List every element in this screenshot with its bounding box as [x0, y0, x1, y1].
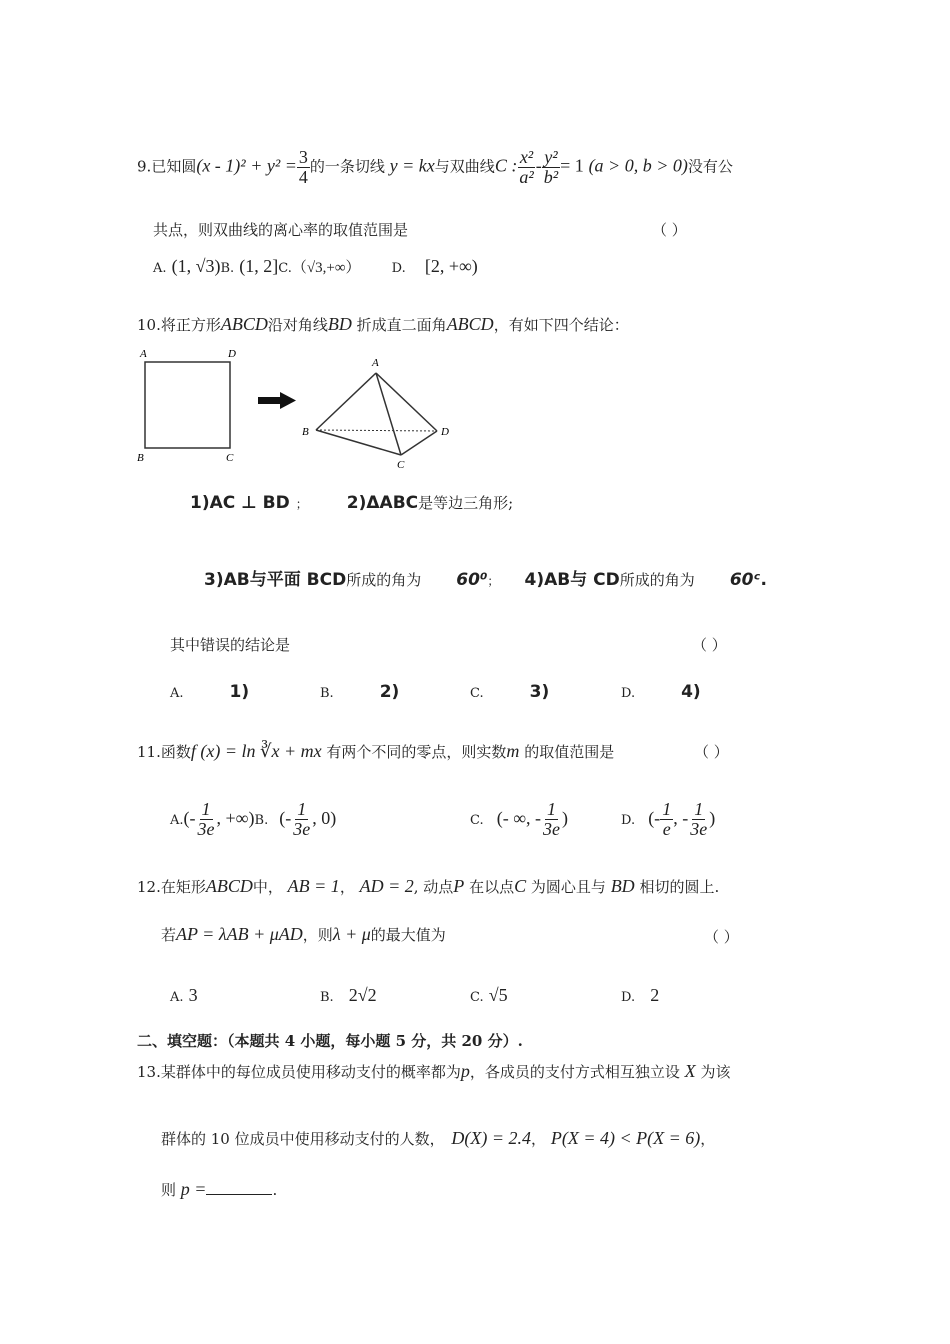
q11-opt-a-post: , +∞)	[216, 807, 255, 828]
q10-abcd2: ABCD	[446, 314, 494, 334]
q12-line2-mid: ，则	[302, 926, 333, 944]
q10-opt-c	[470, 682, 549, 702]
q12-line2-pre: 若	[161, 926, 177, 944]
tetra-edge-bc	[316, 430, 401, 455]
q13-p-equals: p =	[180, 1179, 207, 1199]
q13-variance: D(X) = 2.4	[451, 1128, 532, 1148]
q9-suffix: 没有公	[687, 157, 733, 176]
q11-opt-d-den1: e	[662, 818, 671, 839]
square-label-b: B	[137, 452, 144, 464]
tetra-label-a: A	[372, 357, 379, 369]
q11-opt-b-frac	[291, 800, 312, 839]
q9-opt-d-label: D.	[391, 261, 406, 276]
q13-number: 13.	[137, 1063, 161, 1081]
q12-opt-b-label: B.	[320, 990, 334, 1005]
q12-opt-c-label: C.	[470, 990, 484, 1005]
q10-c4-end: .	[760, 570, 768, 590]
q9-hyp-y-frac	[542, 148, 560, 187]
q11-option-d	[621, 800, 715, 839]
q9-answer-paren: （ ）	[652, 221, 687, 239]
q9-circle-equation: (x - 1)² + y² =	[196, 155, 297, 176]
q11-opt-b-post: , 0)	[312, 807, 337, 828]
q12-opt-d-label: D.	[621, 990, 636, 1005]
q10-opt-a-value: 1)	[229, 682, 250, 702]
q9-line2: 共点，则双曲线的离心率的取值范围是	[153, 221, 409, 239]
q11-opt-b-den: 3e	[293, 818, 311, 839]
q11-opt-b-label: B.	[254, 812, 269, 828]
q10-opt-b-value: 2)	[379, 682, 400, 702]
q11-function: f (x) = ln ∛x + mx	[190, 741, 322, 761]
q13-line1	[137, 1061, 730, 1082]
q12-opt-a-value: 3	[188, 985, 198, 1005]
q11-opt-a-frac	[196, 800, 217, 839]
q10-c2-tail: 是等边三角形;	[418, 494, 514, 512]
q11-opt-d-den2: 3e	[690, 818, 708, 839]
q11-opt-d-num2: 1	[694, 799, 704, 819]
q10-conclusion-4: 4)AB与 CD	[524, 570, 620, 590]
q12-p: P	[453, 876, 465, 896]
q11-m: m	[506, 741, 520, 761]
q12-text4: 在以点	[469, 878, 515, 896]
q13-probability-inequality: P(X = 4) < P(X = 6)	[550, 1128, 701, 1148]
q10-opt-d-value: 4)	[681, 682, 701, 702]
q11-opt-d-frac2	[688, 800, 709, 839]
q9-frac-num: 3	[298, 147, 308, 167]
q9-hy-num: y²	[544, 147, 558, 167]
q9-opt-b: (1, 2]	[239, 256, 279, 276]
q13-line3-pre: 则	[161, 1181, 177, 1199]
q11-prefix: 函数	[160, 743, 191, 761]
q10-abcd: ABCD	[220, 314, 268, 334]
q12-number: 12.	[137, 878, 161, 896]
tetra-label-c: C	[397, 459, 405, 471]
q12-answer-paren: （ ）	[704, 928, 739, 946]
q11-opt-d-label: D.	[621, 812, 636, 828]
q11-opt-a-pre: (-	[183, 807, 196, 828]
q12-sep: ，	[339, 878, 355, 896]
q9-opt-c: （√3,+∞）	[291, 260, 361, 276]
q9-fraction	[297, 148, 310, 187]
q11-opt-c-pre: (- ∞, -	[496, 807, 542, 828]
q9-text-mid2: 与双曲线	[434, 157, 495, 176]
q13-x: X	[684, 1061, 696, 1081]
tetra-edge-bd-hidden	[316, 430, 437, 431]
q9-hyp-x-frac	[517, 148, 535, 187]
q9-opt-a: (1, √3)	[171, 256, 221, 276]
q13-text3: 为该	[700, 1063, 731, 1081]
q12-vector-eq: AP = λAB + μAD	[176, 924, 303, 944]
q11-mid: 有两个不同的零点，则实数	[326, 743, 507, 761]
q10-text1: 将正方形	[160, 316, 221, 334]
q10-opt-b	[320, 682, 399, 702]
q12-line2-tail: 的最大值为	[370, 926, 446, 944]
q10-text4: ，有如下四个结论：	[493, 316, 629, 334]
q10-line1	[137, 314, 629, 335]
q10-c3-sep: ；	[487, 574, 500, 588]
q10-conclusion-2: 2)ΔABC	[346, 493, 419, 513]
q10-c3-value: 60⁰	[456, 570, 488, 590]
q12-line1	[137, 876, 719, 897]
section-heading-fill-blank: 二、填空题：（本题共 4 小题，每小题 5 分，共 20 分）.	[137, 1032, 523, 1050]
q11-line1	[137, 741, 614, 762]
q12-opt-a	[170, 985, 198, 1006]
q10-text3: 折成直二面角	[356, 316, 447, 334]
q10-number: 10.	[137, 316, 161, 334]
q11-opt-c-label: C.	[470, 812, 484, 828]
tetra-label-b: B	[302, 426, 309, 438]
q11-opt-d-num1: 1	[662, 799, 672, 819]
q11-options	[170, 800, 336, 839]
q9-opt-a-label: A.	[153, 261, 167, 276]
q10-opt-a	[170, 682, 249, 702]
q11-opt-d-mid: , -	[673, 807, 689, 828]
q11-opt-a-den: 3e	[197, 818, 215, 839]
q13-answer-blank[interactable]	[206, 1180, 272, 1195]
q12-text6: 相切的圆上.	[639, 878, 720, 896]
q11-opt-d-pre: (-	[648, 807, 661, 828]
q10-bd: BD	[327, 314, 352, 334]
q10-text2: 沿对角线	[267, 316, 328, 334]
q11-opt-c-num: 1	[547, 799, 557, 819]
q10-conclusions-row1	[190, 492, 513, 513]
q10-conclusion-1: 1)AC ⊥ BD	[190, 493, 290, 513]
q10-opt-c-label: C.	[470, 686, 484, 701]
q9-number: 9.	[137, 157, 152, 176]
q10-figure	[130, 342, 460, 472]
q12-line2	[161, 924, 446, 945]
q11-number: 11.	[137, 743, 161, 761]
q12-opt-c	[470, 985, 508, 1006]
q9-hy-den: b²	[543, 166, 559, 187]
q12-c: C	[514, 876, 527, 896]
q10-c4-tail: 所成的角为	[619, 571, 695, 589]
square-label-c: C	[226, 452, 234, 464]
q11-opt-d-post: )	[709, 807, 716, 828]
q11-opt-d-frac1	[660, 800, 673, 839]
q13-sep: ，	[531, 1130, 547, 1148]
q12-abcd: ABCD	[205, 876, 253, 896]
q12-opt-d	[621, 985, 659, 1006]
q9-condition: (a > 0, b > 0)	[588, 155, 688, 176]
q10-opt-d	[621, 682, 701, 702]
q12-text2: 中，	[252, 878, 283, 896]
q12-opt-c-value: √5	[488, 985, 508, 1005]
tetra-edge-ab	[316, 373, 376, 430]
square-label-a: A	[140, 348, 147, 360]
q13-p: p	[460, 1061, 470, 1081]
q9-hx-den: a²	[519, 166, 534, 187]
q9-opt-c-label: C.	[278, 261, 292, 276]
q13-line2-text: 群体的 10 位成员中使用移动支付的人数，	[161, 1130, 445, 1148]
q10-opt-b-label: B.	[320, 686, 334, 701]
q12-opt-d-value: 2	[650, 985, 660, 1005]
q11-opt-c-post: )	[562, 807, 569, 828]
q12-opt-b-value: 2√2	[348, 985, 377, 1005]
q11-option-c	[470, 800, 568, 839]
q9-line1	[137, 148, 733, 187]
q10-conclusions-row2	[204, 565, 767, 590]
tetra-edge-cd	[401, 431, 437, 455]
q11-opt-a-num: 1	[201, 799, 211, 819]
q12-text3: , 动点	[413, 878, 454, 896]
q13-line3	[161, 1179, 277, 1200]
q10-answer-paren: （ ）	[692, 636, 727, 654]
q13-end: ，	[700, 1130, 716, 1148]
square-shape	[145, 362, 230, 448]
q11-opt-c-frac	[541, 800, 562, 839]
q12-opt-a-label: A.	[170, 990, 184, 1005]
arrow-right-icon	[258, 392, 296, 409]
q9-hyperbola-label: C :	[494, 155, 518, 176]
q9-hyp-rhs: = 1	[560, 155, 584, 176]
q12-text5: 为圆心且与	[530, 878, 606, 896]
q12-ad: AD = 2	[359, 876, 414, 896]
q9-opt-d: [2, +∞)	[424, 256, 478, 276]
q9-minus: -	[535, 155, 542, 176]
q9-text-mid: 的一条切线	[309, 157, 385, 176]
q9-opt-b-label: B.	[220, 261, 235, 276]
q13-period: .	[272, 1181, 278, 1199]
q11-answer-paren: （ ）	[694, 743, 729, 761]
q12-text1: 在矩形	[160, 878, 206, 896]
q11-opt-c-den: 3e	[543, 818, 561, 839]
q11-opt-b-pre: (-	[279, 807, 292, 828]
square-label-d: D	[228, 348, 236, 360]
q10-opt-c-value: 3)	[529, 682, 550, 702]
q13-text2: ，各成员的支付方式相互独立设	[469, 1063, 680, 1081]
q13-line2	[161, 1128, 715, 1149]
q9-line-equation: y = kx	[389, 155, 435, 176]
q10-c3-tail: 所成的角为	[346, 571, 422, 589]
q10-c1-sep: ；	[295, 497, 308, 511]
q12-lambda-mu: λ + μ	[332, 924, 371, 944]
q12-bd: BD	[610, 876, 635, 896]
q13-text1: 某群体中的每位成员使用移动支付的概率都为	[160, 1063, 461, 1081]
q11-opt-a-label: A.	[170, 812, 184, 828]
q9-hx-num: x²	[519, 147, 534, 167]
q12-opt-b	[320, 985, 377, 1006]
q10-question: 其中错误的结论是	[170, 636, 291, 654]
q10-opt-d-label: D.	[621, 686, 636, 701]
q11-suffix: 的取值范围是	[524, 743, 615, 761]
q12-ab: AB = 1	[287, 876, 340, 896]
q11-opt-b-num: 1	[297, 799, 307, 819]
q10-c4-value: 60ᶜ	[729, 570, 761, 590]
q9-frac-den: 4	[298, 166, 308, 187]
q10-opt-a-label: A.	[170, 686, 184, 701]
q9-text: 已知圆	[151, 157, 197, 176]
tetra-label-d: D	[441, 426, 449, 438]
q10-conclusion-3: 3)AB与平面 BCD	[204, 570, 347, 590]
q9-options	[153, 256, 478, 277]
